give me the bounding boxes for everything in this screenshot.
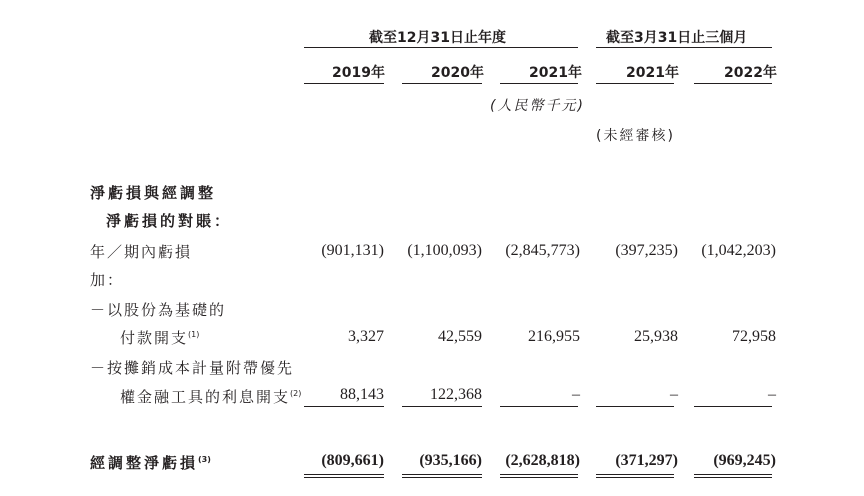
subtotal-rule [694,406,772,407]
column-rule [500,83,578,84]
total-2021-q1: (371,297) [615,452,678,469]
column-rule [304,83,384,84]
unaudited-note: (未經審核) [596,128,675,144]
total-2020: (935,166) [419,452,482,469]
row-label-share-based-text: 付款開支 [120,329,189,347]
column-rule [402,83,482,84]
column-rule [694,83,772,84]
total-label [90,452,211,473]
subtotal-rule [402,406,482,407]
row-label-interest-text: 權金融工具的利息開支 [120,388,291,406]
cell-loss-2021-q1: (397,235) [615,242,678,259]
cell-interest-2022-q1: – [768,386,776,403]
cell-share-2020: 42,559 [438,328,482,345]
footnote-marker: (2) [290,389,302,398]
cell-share-2021-q1: 25,938 [634,328,678,345]
cell-interest-2020: 122,368 [430,386,482,403]
header-group-year: 截至12月31日止年度 [369,30,506,46]
cell-share-2019: 3,327 [348,328,384,345]
total-2019: (809,661) [321,452,384,469]
row-label-share-based-2 [120,327,199,348]
subtotal-rule [304,406,384,407]
column-header-2021: 2021年 [529,65,582,81]
cell-share-2022-q1: 72,958 [732,328,776,345]
column-header-2020: 2020年 [431,65,484,81]
currency-note: (人民幣千元) [490,98,585,114]
column-header-2022-q1: 2022年 [724,65,777,81]
total-double-rule [596,474,674,478]
cell-interest-2021: – [572,386,580,403]
cell-interest-2021-q1: – [670,386,678,403]
subtotal-rule [500,406,578,407]
header-rule-year [304,47,578,48]
section-subtitle: 淨虧損的對賬： [106,212,233,230]
row-label-interest-1: －按攤銷成本計量附帶優先 [90,359,295,377]
total-2021: (2,628,818) [505,452,580,469]
row-label-interest-2 [120,386,301,407]
row-label-share-based-1: －以股份為基礎的 [90,301,227,319]
header-group-quarter: 截至3月31日止三個月 [606,30,748,46]
section-title: 淨虧損與經調整 [90,184,217,202]
cell-loss-2020: (1,100,093) [407,242,482,259]
total-double-rule [304,474,384,478]
column-header-2021-q1: 2021年 [626,65,679,81]
footnote-marker: (3) [198,455,211,464]
footnote-marker: (1) [188,330,200,339]
column-header-2019: 2019年 [332,65,385,81]
column-rule [596,83,674,84]
cell-share-2021: 216,955 [528,328,580,345]
total-2022-q1: (969,245) [713,452,776,469]
total-double-rule [500,474,578,478]
header-rule-quarter [596,47,772,48]
cell-loss-2022-q1: (1,042,203) [701,242,776,259]
cell-loss-2021: (2,845,773) [505,242,580,259]
row-label-loss: 年／期內虧損 [90,243,193,261]
cell-loss-2019: (901,131) [321,242,384,259]
total-double-rule [694,474,772,478]
subtotal-rule [596,406,674,407]
total-label-text: 經調整淨虧損 [90,454,199,472]
cell-interest-2019: 88,143 [340,386,384,403]
row-label-add: 加： [90,271,125,289]
total-double-rule [402,474,482,478]
